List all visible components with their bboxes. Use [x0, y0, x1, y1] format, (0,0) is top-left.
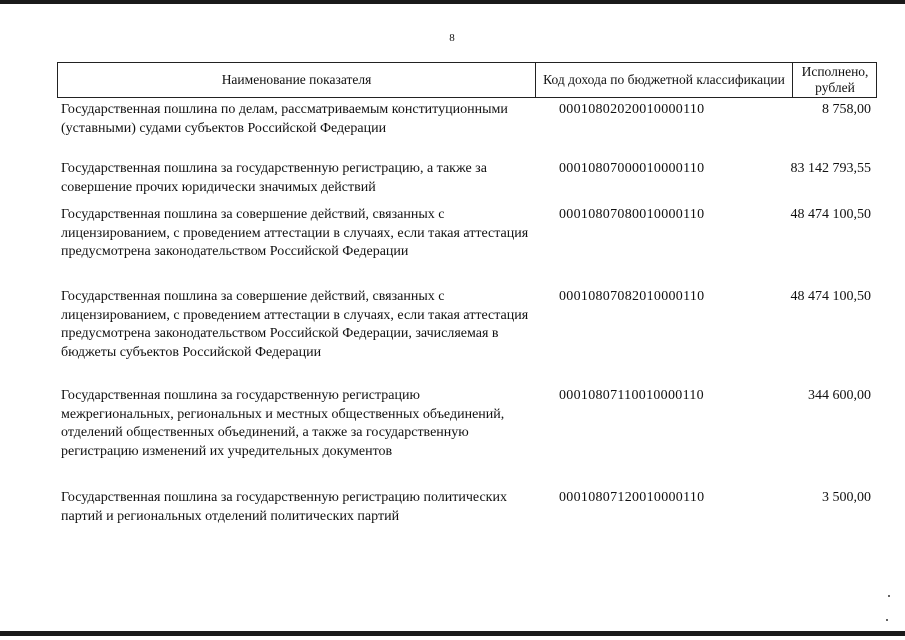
- row-executed: 48 474 100,50: [790, 289, 871, 304]
- header-code: Код дохода по бюджетной классификации: [535, 63, 792, 97]
- bottom-rule: [0, 631, 905, 636]
- top-rule: [0, 0, 905, 4]
- row-name: Государственная пошлина за государственную регистрацию, а также за совершение прочих юридически значимых действий: [61, 161, 487, 195]
- row-name: Государственная пошлина за государственную регистрацию политических партий и региональных отделений политических партий: [61, 490, 507, 524]
- row-code: 00010807110010000110: [559, 388, 704, 403]
- header-name: Наименование показателя: [221, 72, 372, 87]
- row-name: Государственная пошлина по делам, рассматриваемым конституционными (уставными) судами субъектов Российской Федерации: [61, 102, 508, 136]
- row-name: Государственная пошлина за совершение действий, связанных с лицензированием, с проведением аттестации в случаях, если такая аттестация предусмотрена законодательством Российской Федерации: [61, 207, 529, 259]
- row-code: 00010807082010000110: [559, 289, 705, 304]
- header-executed: Исполнено, рублей: [792, 63, 877, 97]
- row-executed: 83 142 793,55: [790, 161, 871, 176]
- row-code: 00010802020010000110: [559, 102, 705, 117]
- row-name: Государственная пошлина за государственную регистрацию межрегиональных, региональных и местных общественных объединений, отделений общественных объединений, а также за государственную регистрацию изменений их учредительных документов: [61, 388, 505, 459]
- page-number: 8: [449, 32, 455, 44]
- row-executed: 8 758,00: [822, 102, 871, 117]
- row-executed: 48 474 100,50: [790, 207, 871, 222]
- row-executed: 344 600,00: [808, 388, 871, 403]
- row-executed: 3 500,00: [822, 490, 871, 505]
- row-name: Государственная пошлина за совершение действий, связанных с лицензированием, с проведением аттестации в случаях, если такая аттестация предусмотрена законодательством Российской Федерации, зачисляемая в бюджеты субъектов Российской Федерации: [61, 289, 529, 360]
- scan-specks: [886, 595, 892, 625]
- row-code: 00010807000010000110: [559, 161, 705, 176]
- row-code: 00010807080010000110: [559, 207, 705, 222]
- table-header: [57, 62, 877, 98]
- row-code: 00010807120010000110: [559, 490, 705, 505]
